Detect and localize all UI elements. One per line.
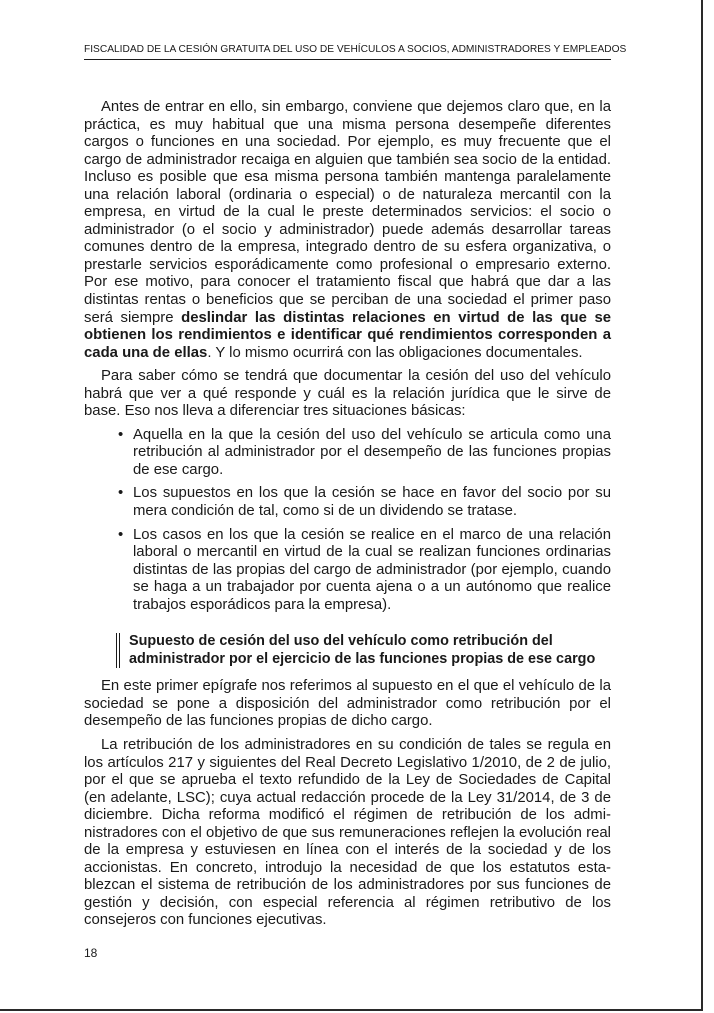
paragraph-1-bold: deslindar las distintas relaciones en virtud de las que se obtienen los rendimientos e identificar qué rendimientos corresponden a cada una de ellas [84, 309, 612, 361]
list-item [118, 427, 611, 480]
list-item-text: Los supuestos en los que la cesión se hace en favor del socio por su mera condición de tal, como si de un dividendo se tratase. [133, 485, 611, 520]
bullet-list [84, 427, 611, 614]
page-number: 18 [84, 946, 98, 960]
paragraph-4: La retribución de los administradores en su condición de tales se regula en los artículos 217 y siguientes del Real Decreto Legislativo 1/2010, de 2 de julio, por el que se aprueba el texto refundido de la Ley de Sociedades de Capital (en adelante, LSC); cuya actual redacción procede de la Ley 31/2014, de 3 de diciembre. Dicha reforma modificó el régimen de retribución de los administradores con el objetivo de que sus remuneraciones reflejen la evolución real de la empresa y estuviesen en línea con el interés de la sociedad y de los accionistas. En concreto, introdujo la necesidad de que los estatutos establezcan el sistema de retribución de los administradores por sus funciones de gestión y decisión, con especial referencia al régimen retributivo de los consejeros con funciones ejecutivas. [84, 736, 611, 929]
paragraph-1-text-b: . Y lo mismo ocurrirá con las obligaciones documentales. [207, 344, 583, 361]
paragraph-2: Para saber cómo se tendrá que documentar la cesión del uso del vehículo habrá que ver a qué responde y cuál es la relación jurídica que le sirve de base. Eso nos lleva a diferenciar tres situaciones básicas: [84, 368, 611, 420]
list-item-text: Los casos en los que la cesión se realice en el marco de una relación laboral o mercantil en virtud de la cual se realizan funciones ordinarias distintas de las propias del cargo de administrador (por ejemplo, cuando se haga a un trabajador por cuenta ajena o a un autónomo que realice trabajos esporádicos para la empresa). [133, 526, 611, 613]
section-heading: Supuesto de cesión del uso del vehículo como retribución del administrador por el ejercicio de las funciones propias de ese cargo [116, 633, 611, 668]
page-content [84, 99, 611, 936]
paragraph-1-text-a: Antes de entrar en ello, sin embargo, conviene que dejemos claro que, en la práctica, es muy habitual que una misma persona desempeñe diferentes cargos o funciones en una sociedad. Por ejemplo, es muy frecuente que el cargo de administrador recaiga en alguien que también sea socio de la entidad. Incluso es posible que esa misma persona también mantenga paralelamente una relación laboral (ordinaria o especial) o de naturaleza mercantil con la empresa, en virtud de la cual le preste determinados servicios: el socio o administrador (o el socio y administrador) puede además desarrollar tareas comunes dentro de la empresa, integrado dentro de su esfera organizativa, o prestarle servicios esporádicamente como profesional o empresario externo. Por ese motivo, para conocer el tratamiento fiscal que habrá que dar a las distintas rentas o beneficios que se perciban de una sociedad el primer paso será siempre [84, 99, 611, 326]
paragraph-3: En este primer epígrafe nos referimos al supuesto en el que el vehículo de la sociedad se pone a disposición del administrador como retribución por el desempeño de las funciones propias de dicho cargo. [84, 678, 611, 730]
list-item [118, 485, 611, 520]
bullet-icon: • [118, 526, 124, 543]
bullet-icon: • [118, 485, 124, 502]
paragraph-1 [84, 99, 611, 362]
list-item [118, 527, 611, 615]
bullet-icon: • [118, 426, 124, 443]
list-item-text: Aquella en la que la cesión del uso del vehículo se articula como una retribución al administrador por el desempeño de las funciones propias de ese cargo. [133, 426, 611, 478]
running-header: FISCALIDAD DE LA CESIÓN GRATUITA DEL USO DE VEHÍCULOS A SOCIOS, ADMINISTRADORES Y EMPLEADOS [84, 44, 611, 60]
